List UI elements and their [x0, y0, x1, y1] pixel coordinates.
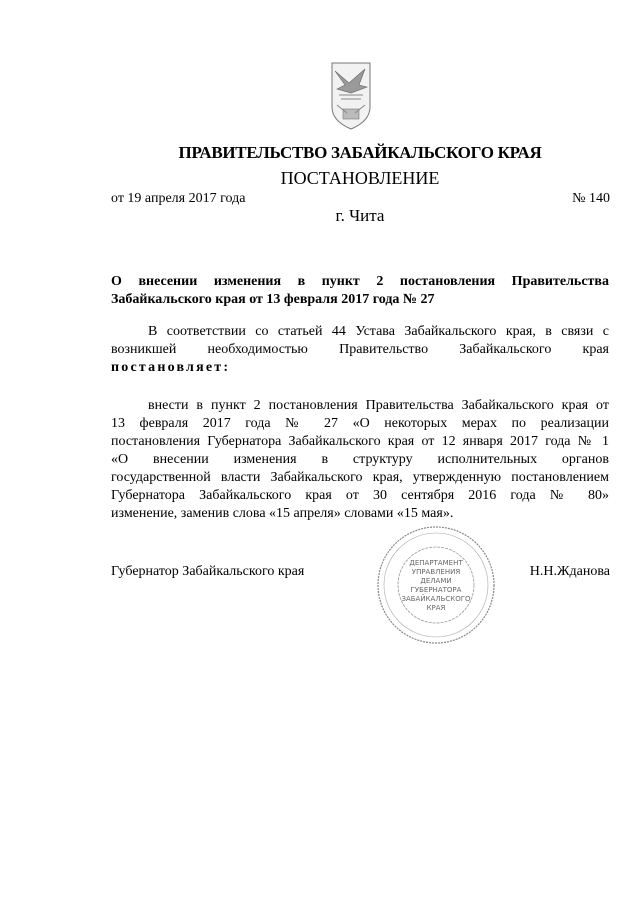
signer-name: Н.Н.Жданова — [529, 564, 610, 579]
official-seal-icon — [375, 524, 497, 646]
stamp-line: КРАЯ — [426, 604, 446, 612]
stamp-line: ЗАБАЙКАЛЬСКОГО — [401, 595, 471, 603]
stamp-line: ДЕЛАМИ — [420, 577, 452, 585]
stamp-line: ДЕПАРТАМЕНТ — [409, 559, 463, 567]
stamp-line: УПРАВЛЕНИЯ — [411, 568, 461, 576]
preamble-line: возникшей необходимостью Правительство Забайкальского края — [111, 342, 609, 357]
document-city: г. Чита — [335, 206, 385, 225]
document-number: № 140 — [572, 191, 610, 206]
coat-of-arms-icon — [329, 55, 373, 131]
operative-line: 13 февраля 2017 года № 27 «О некоторых мерах по реализации — [111, 416, 609, 431]
operative-line: государственной власти Забайкальского края, утвержденную постановлением — [111, 470, 609, 485]
operative-line: постановления Губернатора Забайкальского края от 12 января 2017 года № 1 — [111, 434, 609, 449]
operative-line: изменение, заменив слова «15 апреля» словами «15 мая». — [111, 506, 454, 521]
signer-title: Губернатор Забайкальского края — [111, 564, 305, 579]
document-date: от 19 апреля 2017 года — [111, 191, 246, 206]
document-subject: О внесении изменения в пункт 2 постановления Правительства Забайкальского края от 13 февраля 2017 года № 27 — [111, 274, 609, 307]
government-title: ПРАВИТЕЛЬСТВО ЗАБАЙКАЛЬСКОГО КРАЯ — [178, 143, 542, 162]
preamble-line: В соответствии со статьей 44 Устава Забайкальского края, в связи с — [148, 324, 609, 339]
operative-paragraph — [111, 397, 609, 523]
operative-line: Губернатора Забайкальского края от 30 сентября 2016 года № 80» — [111, 488, 609, 503]
stamp-line: ГУБЕРНАТОРА — [410, 586, 462, 594]
document-type: ПОСТАНОВЛЕНИЕ — [280, 168, 440, 188]
operative-line: внести в пункт 2 постановления Правительства Забайкальского края от — [148, 398, 609, 413]
preamble-paragraph — [111, 323, 609, 377]
operative-line: «О внесении изменения в структуру исполнительных органов — [111, 452, 609, 467]
resolves-keyword: постановляет: — [111, 360, 231, 375]
